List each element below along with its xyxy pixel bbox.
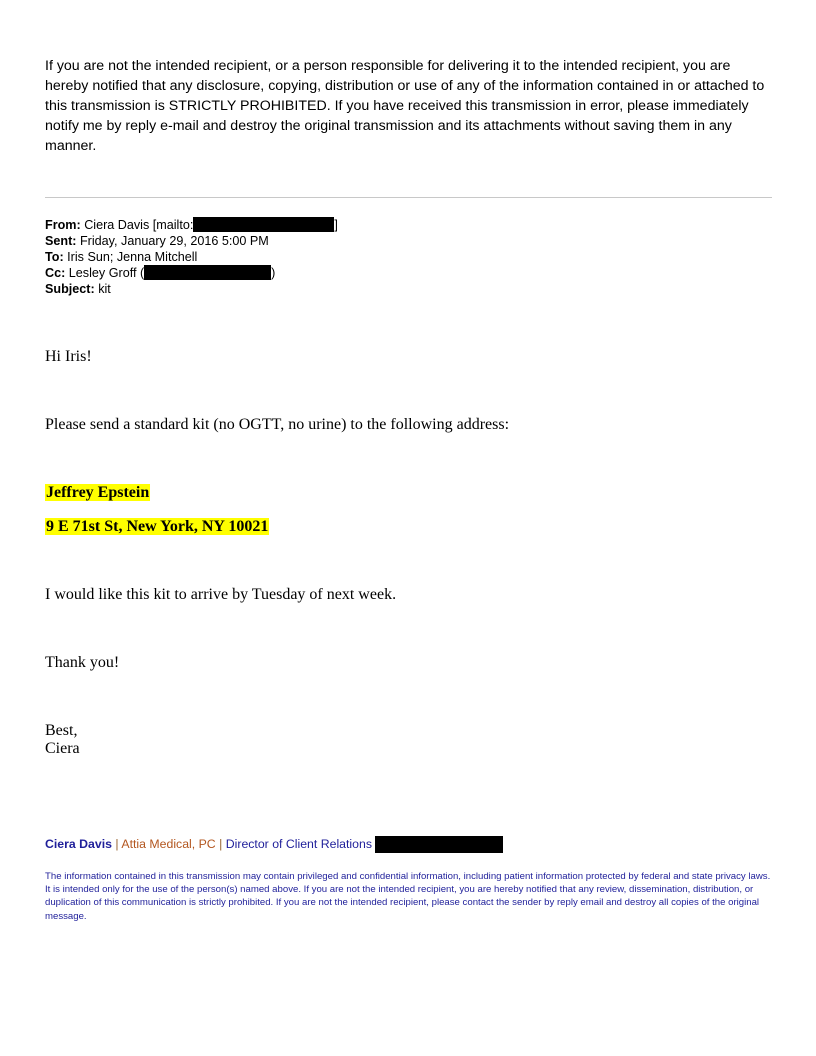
- legal-notice: The information contained in this transmission may contain privileged and confidential information, including patient information protected by federal and state privacy laws. It is intended only for the use of the person(s) named above. If you are not the intended recipient, you are hereby notified that any review, dissemination, distribution, or duplication of this communication is strictly prohibited. If you are not the intended recipient, please contact the sender by reply email and destroy all copies of the original message.: [45, 871, 771, 922]
- recipient-address-highlight: 9 E 71st St, New York, NY 10021: [46, 518, 269, 535]
- recipient-name-highlight: Jeffrey Epstein: [46, 484, 150, 501]
- from-row: [45, 217, 338, 233]
- sent-value: Friday, January 29, 2016 5:00 PM: [79, 234, 269, 248]
- request-text: Please send a standard kit (no OGTT, no urine) to the following address:: [45, 416, 510, 433]
- to-value: Iris Sun; Jenna Mitchell: [67, 250, 198, 264]
- redacted-email: [144, 265, 271, 280]
- email-signature: [45, 836, 503, 853]
- sent-row: [45, 233, 338, 249]
- deadline-text: I would like this kit to arrive by Tuesday of next week.: [45, 586, 397, 603]
- cc-row: [45, 265, 338, 281]
- redacted-email: [193, 217, 334, 232]
- thanks-text: Thank you!: [45, 654, 120, 671]
- signature-company: Attia Medical, PC: [121, 837, 216, 851]
- recipient-address: [45, 518, 269, 536]
- recipient-name: [45, 484, 150, 502]
- confidentiality-disclaimer: If you are not the intended recipient, or a person responsible for delivering it to the intended recipient, you are hereby notified that any disclosure, copying, distribution or use of any of the information contained in or attached to this transmission is STRICTLY PROHIBITED. If you have received this transmission in error, please immediately notify me by reply e-mail and destroy the original transmission and its attachments without saving them in any manner.: [45, 58, 765, 154]
- signature-separator: |: [219, 837, 223, 851]
- greeting: Hi Iris!: [45, 348, 92, 365]
- from-close: ]: [334, 218, 338, 232]
- subject-value: kit: [98, 282, 111, 296]
- from-value: Ciera Davis [mailto:: [84, 218, 194, 232]
- cc-value: Lesley Groff (: [68, 266, 145, 280]
- closing-text: Best,: [45, 722, 78, 739]
- to-label: To:: [45, 250, 64, 264]
- cc-label: Cc:: [45, 266, 66, 280]
- from-label: From:: [45, 218, 81, 232]
- divider: [45, 197, 772, 198]
- signature-name: Ciera Davis: [45, 837, 112, 851]
- sent-label: Sent:: [45, 234, 77, 248]
- subject-label: Subject:: [45, 282, 95, 296]
- cc-close: ): [271, 266, 276, 280]
- subject-row: [45, 281, 338, 297]
- sender-name: Ciera: [45, 740, 80, 757]
- email-header: [45, 217, 338, 297]
- redacted-phone: [375, 836, 503, 853]
- signature-title: Director of Client Relations: [225, 837, 372, 851]
- to-row: [45, 249, 338, 265]
- signature-separator: |: [115, 837, 119, 851]
